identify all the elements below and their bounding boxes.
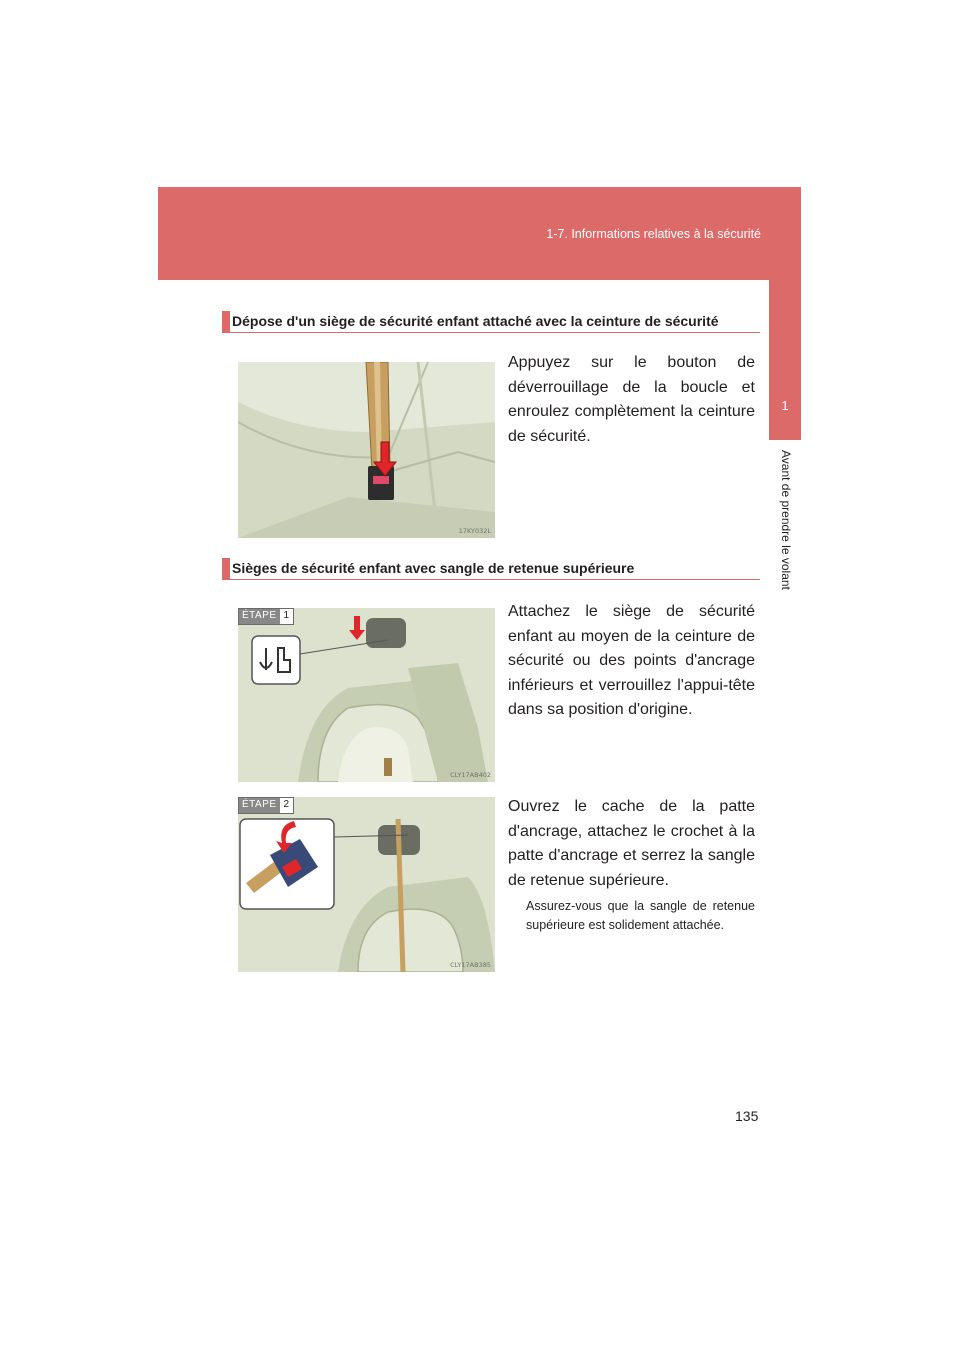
figure-step-2	[238, 797, 495, 972]
chapter-tab	[769, 280, 801, 440]
step-number: 1	[283, 610, 290, 621]
step-label: ÉTAPE	[239, 798, 280, 813]
figure-code: CLY17AB402	[450, 771, 491, 779]
section-heading-top-tether: Sièges de sécurité enfant avec sangle de retenue supérieure	[222, 558, 760, 580]
instruction-text-step-1: Attachez le siège de sécurité enfant au moyen de la ceinture de sécurité ou des points d'ancrage inférieurs et verrouillez l'appui-tête dans sa position d'origine.	[508, 603, 755, 718]
figure-buckle-release	[238, 362, 495, 538]
step-badge-2	[238, 797, 294, 814]
figure-code: 17KY032L	[458, 527, 491, 535]
page-number: 135	[735, 1108, 759, 1124]
section-heading-removal: Dépose d'un siège de sécurité enfant attaché avec la ceinture de sécurité	[222, 311, 760, 333]
section-title: 1-7. Informations relatives à la sécurité	[546, 227, 761, 241]
chapter-title: Avant de prendre le volant	[779, 450, 793, 590]
step-badge-1	[238, 608, 294, 625]
child-seat-illustration	[238, 608, 495, 782]
figure-step-1	[238, 608, 495, 782]
buckle-illustration	[238, 362, 495, 538]
step-label: ÉTAPE	[239, 609, 280, 624]
note-text-step-2: Assurez-vous que la sangle de retenue supérieure est solidement attachée.	[526, 899, 755, 932]
figure-code: CLY17AB385	[450, 961, 491, 969]
tether-anchor-illustration	[238, 797, 495, 972]
header-band	[158, 187, 801, 280]
child-seat-anchor-icon	[252, 636, 300, 684]
chapter-number: 1	[781, 398, 789, 413]
step-number: 2	[283, 799, 290, 810]
instruction-text-removal: Appuyez sur le bouton de déverrouillage de la boucle et enroulez complètement la ceinture de sécurité.	[508, 354, 755, 445]
instruction-text-step-2: Ouvrez le cache de la patte d'ancrage, attachez le crochet à la patte d'ancrage et serrez la sangle de retenue supérieure.	[508, 798, 755, 889]
